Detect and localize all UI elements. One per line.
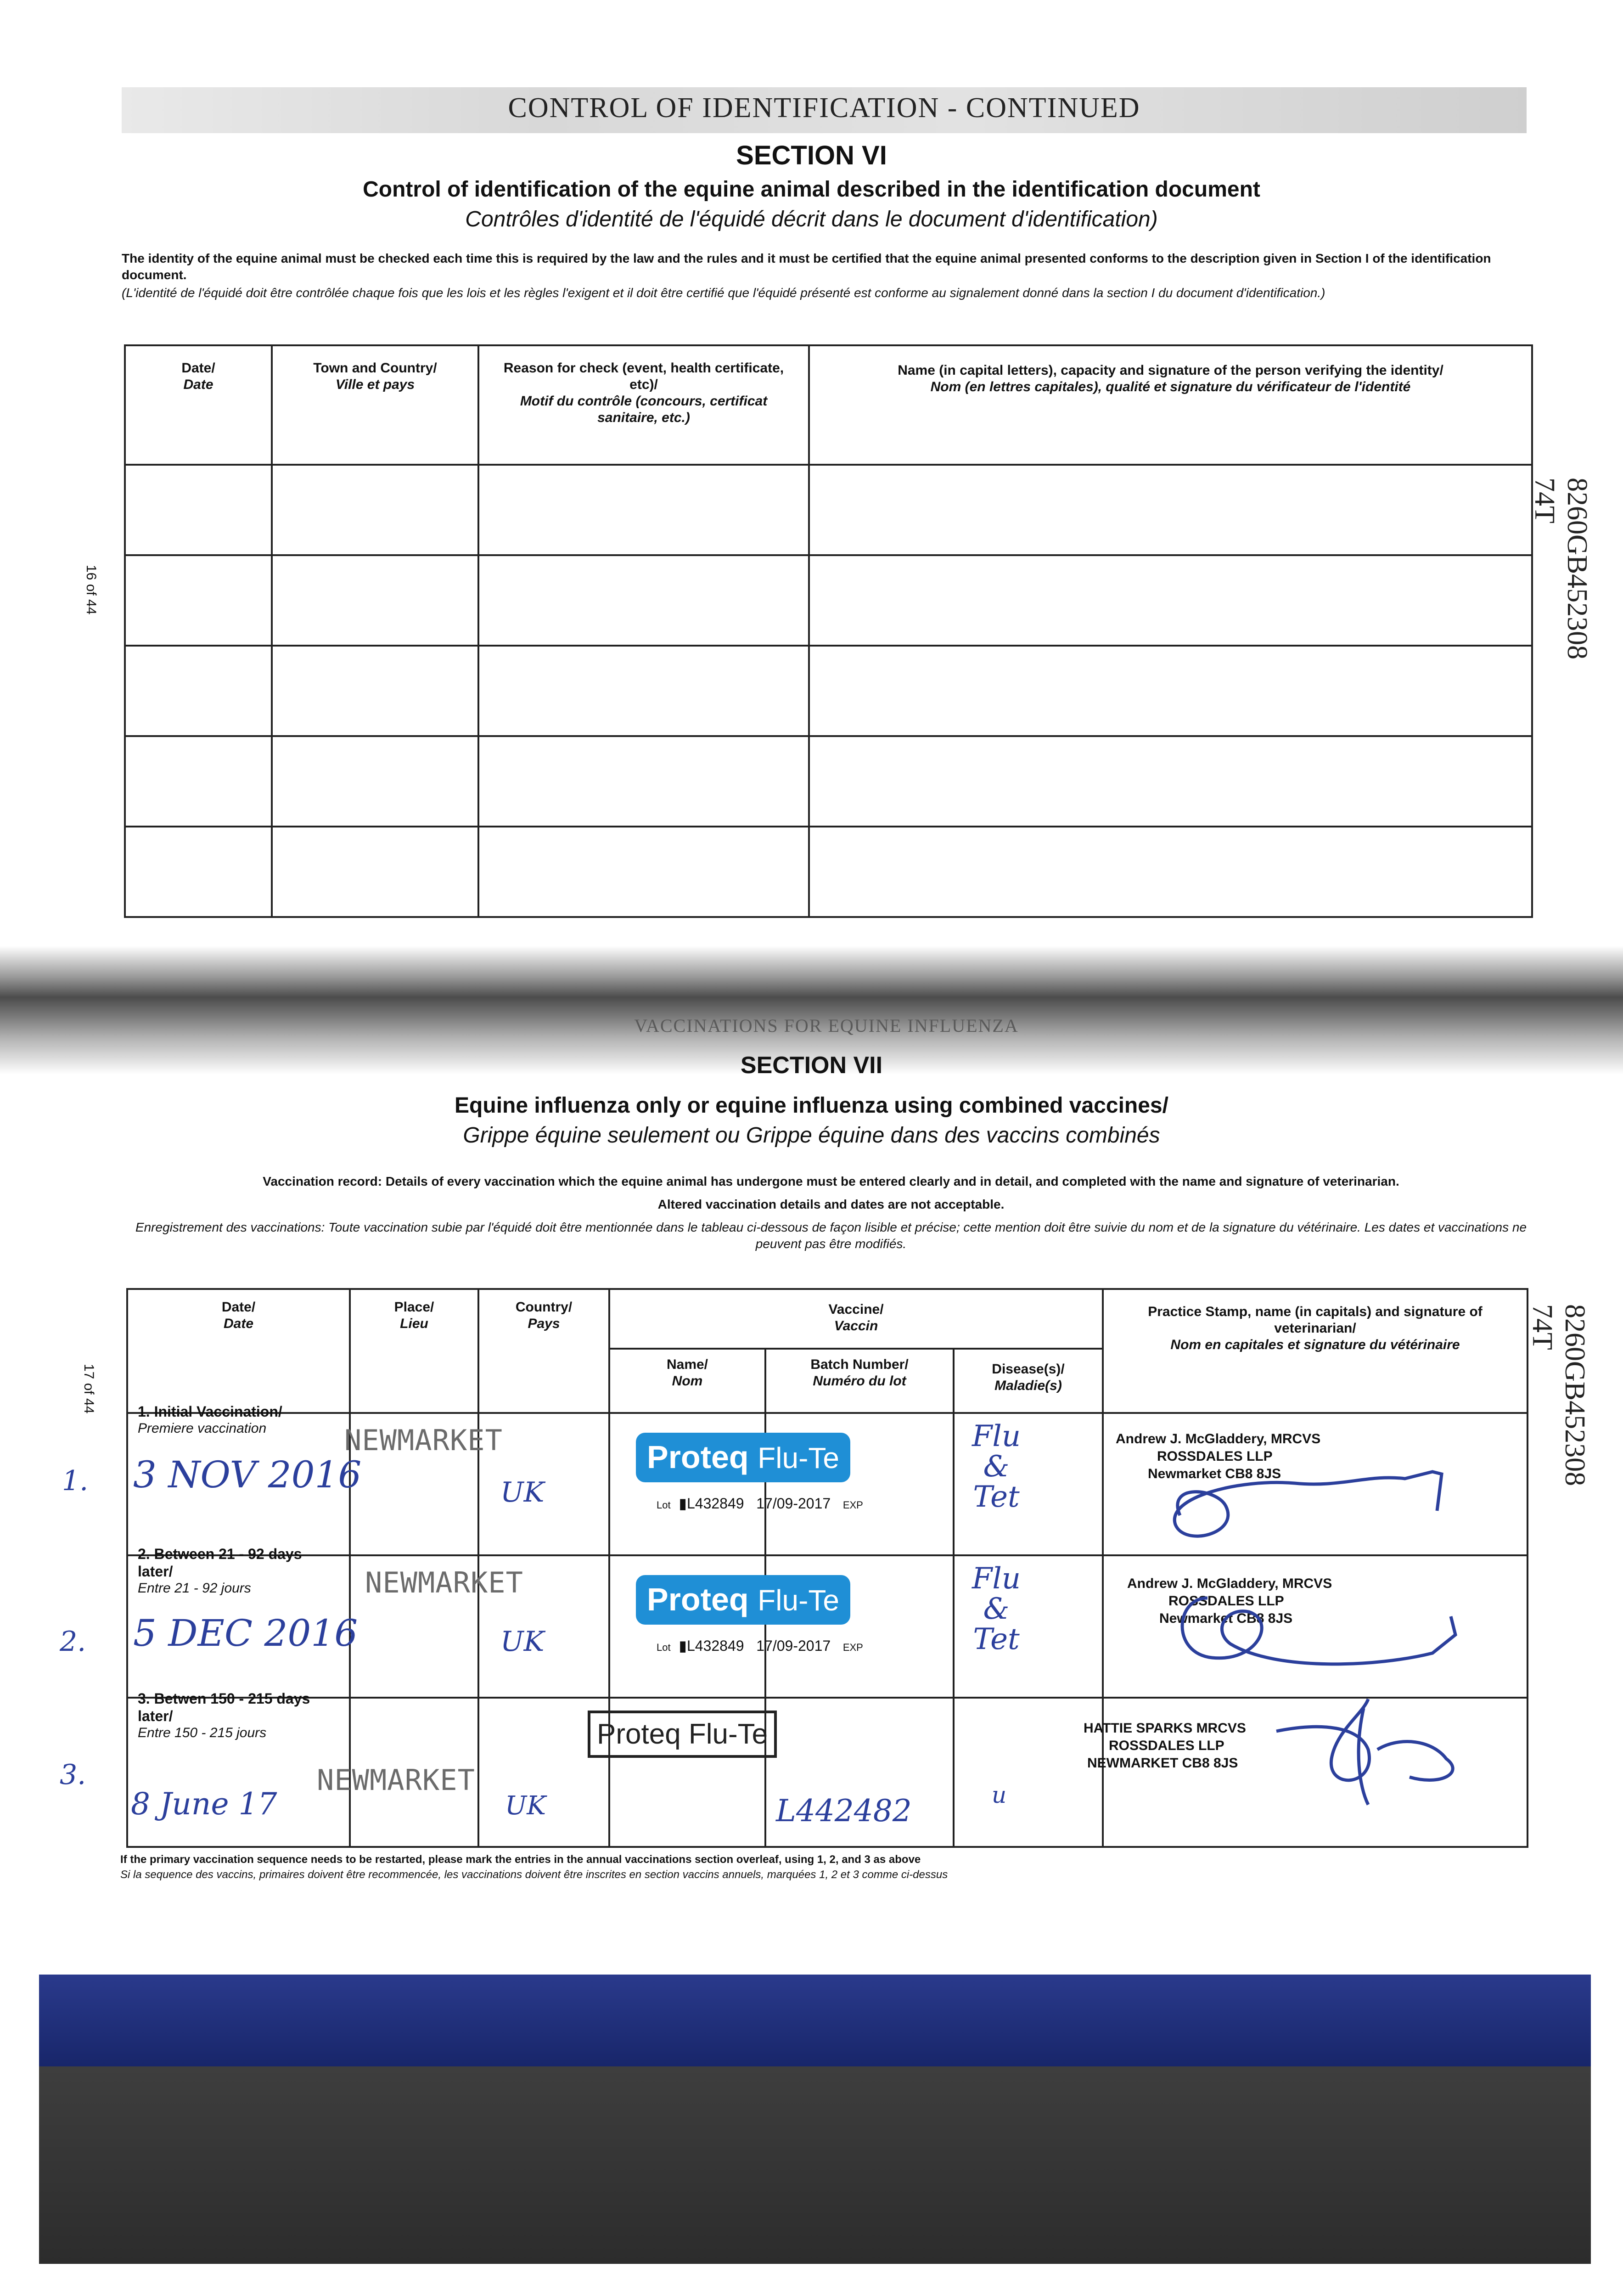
row2-number: 2. (60, 1626, 86, 1658)
row1-place: NEWMARKET (344, 1424, 503, 1457)
header-reason: Reason for check (event, health certificate, etc)/ Motif du contrôle (concours, certificat sanitaire, etc.) (478, 345, 809, 465)
serial-number-bottom: 8260GB452308 74T (1527, 1304, 1590, 1486)
row2-place: NEWMARKET (365, 1566, 523, 1599)
row1-date: 3 NOV 2016 (133, 1453, 362, 1496)
page-number-17: 17 of 44 (81, 1364, 96, 1414)
row3-disease: u (992, 1782, 1007, 1808)
header-vaccine-name: Name/ Nom (609, 1349, 765, 1413)
row2-vaccine-logo: Proteq Flu-Te (636, 1575, 850, 1625)
row3-signature (1249, 1694, 1488, 1814)
section-vii-heading-fr: Grippe équine seulement ou Grippe équine dans des vaccins combinés (463, 1123, 1160, 1148)
section-vi-instructions-fr: (L'identité de l'équidé doit être contrôlée chaque fois que les lois et les règles l'exigent et il doit être certifié que l'équidé présenté est conforme au signalement donné dans la section I du document d'identification.) (122, 286, 1325, 300)
row3-number: 3. (60, 1759, 86, 1791)
row1-vet-stamp: Andrew J. McGladdery, MRCVS ROSSDALES LLP Newmarket CB8 8JS (1116, 1431, 1321, 1481)
header-vacc-date: Date/ Date (127, 1289, 350, 1413)
header-date: Date/ Date (125, 345, 272, 465)
row3-vet-stamp: HATTIE SPARKS MRCVS ROSSDALES LLP NEWMARKET CB8 8JS (1084, 1721, 1246, 1771)
table-row (125, 646, 1532, 736)
table-row (125, 736, 1532, 827)
vaccination-header-row (127, 1289, 1528, 1349)
banner-title: CONTROL OF IDENTIFICATION - CONTINUED (508, 92, 1140, 124)
table-row (125, 465, 1532, 555)
row3-batch: L442482 (776, 1793, 912, 1829)
dark-background (39, 2066, 1591, 2264)
row2-date: 5 DEC 2016 (133, 1612, 358, 1654)
section-vi-instructions: The identity of the equine animal must be checked each time this is required by the law and the rules and it must be certified that the equine animal presented conforms to the description given in Section I of the identification document. (122, 251, 1491, 282)
section-vi-heading: Control of identification of the equine animal described in the identification document (363, 177, 1260, 202)
section-vi-title: SECTION VI (736, 141, 887, 170)
row1-country: UK (500, 1476, 545, 1508)
row2-lot: Lot ▮L432849 17/09-2017 EXP (657, 1638, 863, 1654)
section-vii-heading: Equine influenza only or equine influenza using combined vaccines/ (455, 1093, 1168, 1118)
row2-disease: Flu & Tet (972, 1562, 1021, 1656)
header-town: Town and Country/ Ville et pays (272, 345, 478, 465)
table-row (125, 555, 1532, 646)
fold-banner-text: VACCINATIONS FOR EQUINE INFLUENZA (634, 1015, 1019, 1036)
row2-vet-stamp: Andrew J. McGladdery, MRCVS ROSSDALES LLP Newmarket CB8 8JS (1127, 1576, 1332, 1626)
identification-table (124, 344, 1533, 918)
row1-disease: Flu & Tet (972, 1419, 1021, 1514)
vaccination-record-note: Vaccination record: Details of every vaccination which the equine animal has undergone must be entered clearly and in detail, and completed with the name and signature of veterinarian. (263, 1174, 1399, 1188)
header-country: Country/ Pays (478, 1289, 609, 1413)
header-practice-stamp: Practice Stamp, name (in capitals) and signature of veterinarian/ Nom en capitales et signature du vétérinaire (1103, 1289, 1528, 1413)
row1-label: 1. Initial Vaccination/ Premiere vaccination (138, 1403, 282, 1436)
row1-signature (1148, 1446, 1478, 1548)
row3-place: NEWMARKET (317, 1763, 475, 1797)
vaccination-record-note-2: Altered vaccination details and dates are not acceptable. (657, 1197, 1005, 1211)
document-cover-edge (39, 1975, 1591, 2066)
row1-number: 1. (62, 1465, 89, 1497)
row3-vaccine-stamp: Proteq Flu-Te (588, 1711, 777, 1758)
header-place: Place/ Lieu (350, 1289, 478, 1413)
row3-date: 8 June 17 (131, 1786, 277, 1822)
section-vii-title: SECTION VII (740, 1052, 883, 1079)
section-vi-heading-fr: Contrôles d'identité de l'équidé décrit dans le document d'identification) (465, 207, 1158, 231)
header-vaccine: Vaccine/ Vaccin (609, 1289, 1103, 1349)
header-verifier: Name (in capital letters), capacity and signature of the person verifying the identity/ Nom (en lettres capitales), qualité et signature du vérificateur de l'identité (809, 345, 1532, 465)
row2-country: UK (500, 1626, 545, 1658)
footnote-fr: Si la sequence des vaccins, primaires doivent être recommencée, les vaccinations doivent être inscrites en section vaccins annuels, marquées 1, 2 et 3 comme ci-dessus (120, 1868, 948, 1881)
serial-number-top: 8260GB452308 74T (1529, 478, 1593, 660)
table-row (125, 827, 1532, 917)
row3-country: UK (505, 1791, 546, 1821)
vaccination-record-note-fr: Enregistrement des vaccinations: Toute vaccination subie par l'équidé doit être mentionnée dans le tableau ci-dessous de façon lisible et précise; cette mention doit être suivie du nom et de la signature du vétérinaire. Les dates et vaccinations ne peuvent pas être modifiés. (135, 1220, 1527, 1251)
header-disease: Disease(s)/ Maladie(s) (954, 1349, 1103, 1413)
row3-label: 3. Betwen 150 - 215 days later/ Entre 150 - 215 jours (138, 1690, 310, 1740)
row2-signature (1157, 1580, 1488, 1685)
row2-label: 2. Between 21 - 92 days later/ Entre 21 - 92 jours (138, 1546, 302, 1596)
row1-lot: Lot ▮L432849 17/09-2017 EXP (657, 1495, 863, 1512)
footnote: If the primary vaccination sequence needs to be restarted, please mark the entries in the annual vaccinations section overleaf, using 1, 2, and 3 as above (120, 1853, 921, 1866)
row1-vaccine-logo: Proteq Flu-Te (636, 1433, 850, 1482)
page-number-16: 16 of 44 (84, 565, 99, 615)
header-batch-number: Batch Number/ Numéro du lot (765, 1349, 954, 1413)
identification-header-row (125, 345, 1532, 465)
